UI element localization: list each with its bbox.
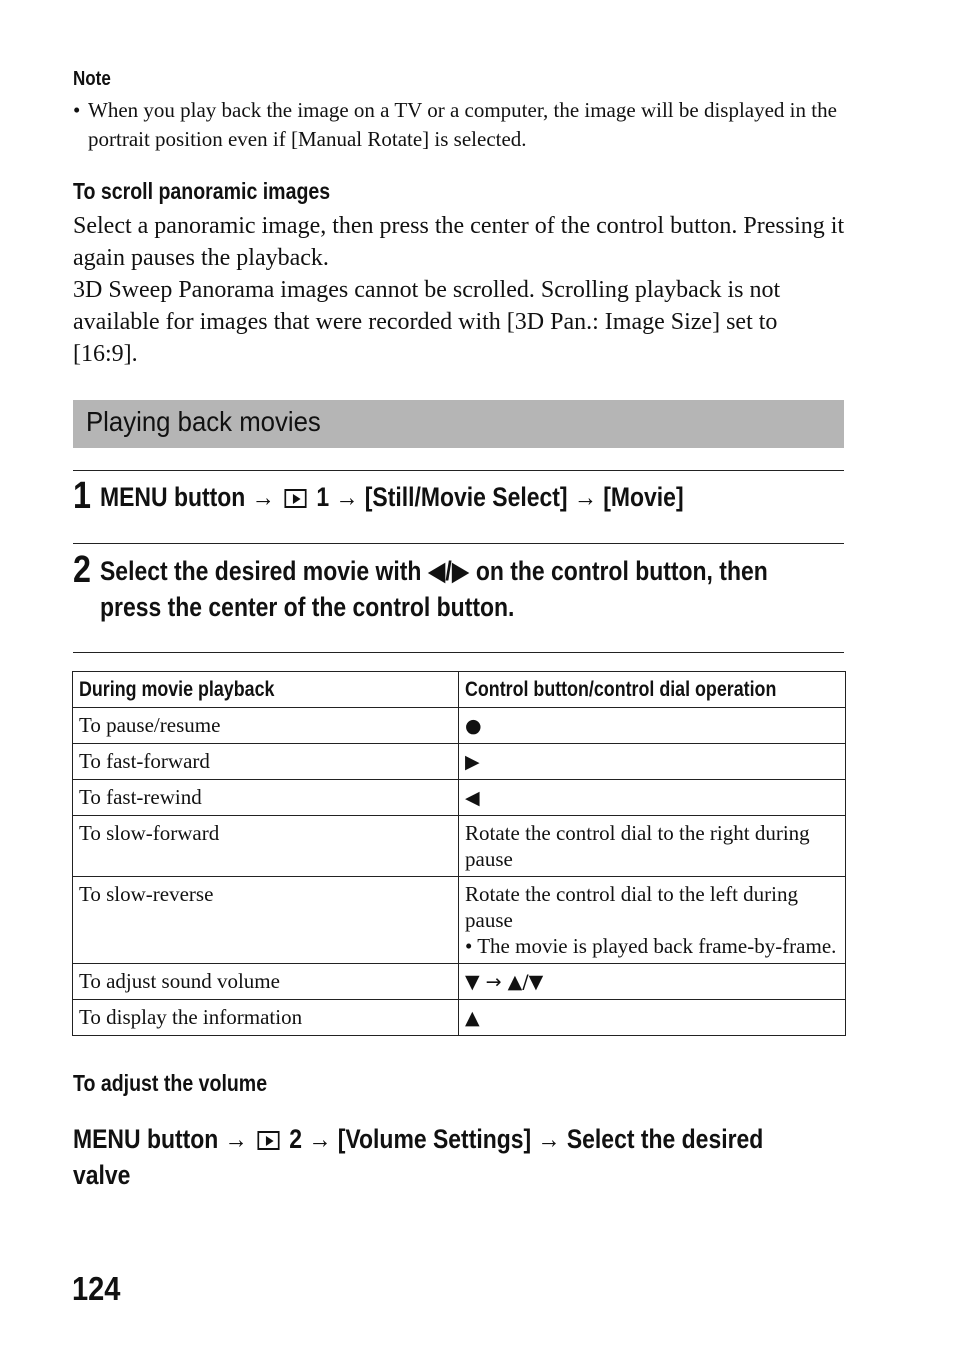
- divider: [73, 543, 844, 544]
- volume-heading: To adjust the volume: [73, 1070, 268, 1096]
- playback-icon: [257, 1131, 279, 1150]
- column-header-operation: Control button/control dial operation: [459, 672, 846, 708]
- center-button-icon: ●: [465, 715, 482, 737]
- step-1-text: [100, 479, 787, 515]
- volume-path: 2 → [Volume Settings] → Select the desired valve: [73, 1124, 764, 1190]
- divider: [73, 652, 844, 653]
- row-operation: [459, 780, 846, 816]
- row-action: To pause/resume: [73, 708, 459, 744]
- row-action: To slow-forward: [73, 816, 459, 877]
- table-row: [73, 964, 846, 1000]
- section-banner: [73, 400, 844, 448]
- scroll-paragraph-1: Select a panoramic image, then press the center of the control button. Pressing it again pauses the playback.: [73, 213, 845, 271]
- up-arrow-icon: ▲: [465, 1007, 480, 1029]
- row-operation: Rotate the control dial to the right during pause: [459, 816, 846, 877]
- row-action: To adjust sound volume: [73, 964, 459, 1000]
- right-arrow-icon: ▶: [465, 751, 480, 773]
- note-body: When you play back the image on a TV or a computer, the image will be displayed in the portrait position even if [Manual Rotate] is selected.: [88, 98, 837, 151]
- table-row: [73, 877, 846, 964]
- step-1-path: 1 → [Still/Movie Select] → [Movie]: [316, 482, 684, 512]
- row-action: To fast-forward: [73, 744, 459, 780]
- volume-arrows-icon: ▼ → ▲/▼: [465, 971, 544, 993]
- row-operation: [459, 1000, 846, 1036]
- page-number: 124: [72, 1270, 121, 1307]
- table-row: [73, 744, 846, 780]
- divider: [73, 470, 844, 471]
- note-heading: Note: [73, 68, 111, 90]
- row-operation: Rotate the control dial to the left during pause • The movie is played back frame-by-frame.: [459, 877, 846, 964]
- step-2-number: 2: [73, 549, 91, 591]
- step-1-menu-label: MENU button: [100, 482, 246, 512]
- arrow-icon: →: [251, 482, 275, 512]
- table-row: [73, 1000, 846, 1036]
- volume-menu-label: MENU button →: [73, 1124, 248, 1154]
- playback-icon: [284, 489, 306, 508]
- table-row: [73, 780, 846, 816]
- row-operation: [459, 964, 846, 1000]
- scroll-paragraph-2: 3D Sweep Panorama images cannot be scrolled. Scrolling playback is not available for images that were recorded with [3D Pan.: Image Size] set to [16:9].: [73, 277, 781, 367]
- row-operation: [459, 744, 846, 780]
- step-2-line-2: press the center of the control button.: [100, 592, 515, 622]
- step-1-number: 1: [73, 475, 91, 517]
- table-header-row: [73, 672, 846, 708]
- left-arrow-icon: ◀: [465, 787, 480, 809]
- row-action: To display the information: [73, 1000, 459, 1036]
- note-bullet: •: [73, 98, 81, 122]
- table-row: [73, 708, 846, 744]
- step-2-text: [100, 553, 886, 625]
- note-text: [73, 96, 843, 154]
- section-title: Playing back movies: [86, 406, 321, 437]
- scroll-heading: To scroll panoramic images: [73, 178, 331, 204]
- row-action: To fast-rewind: [73, 780, 459, 816]
- row-action: To slow-reverse: [73, 877, 459, 964]
- scroll-body: [73, 210, 848, 370]
- step-2-line-1: Select the desired movie with ◀/▶ on the control button, then: [100, 556, 768, 586]
- row-operation: [459, 708, 846, 744]
- volume-instruction: [73, 1121, 833, 1193]
- row-operation-note: • The movie is played back frame-by-frame.: [465, 934, 837, 958]
- playback-operations-table: [72, 671, 846, 1036]
- column-header-playback: During movie playback: [73, 672, 459, 708]
- table-row: [73, 816, 846, 877]
